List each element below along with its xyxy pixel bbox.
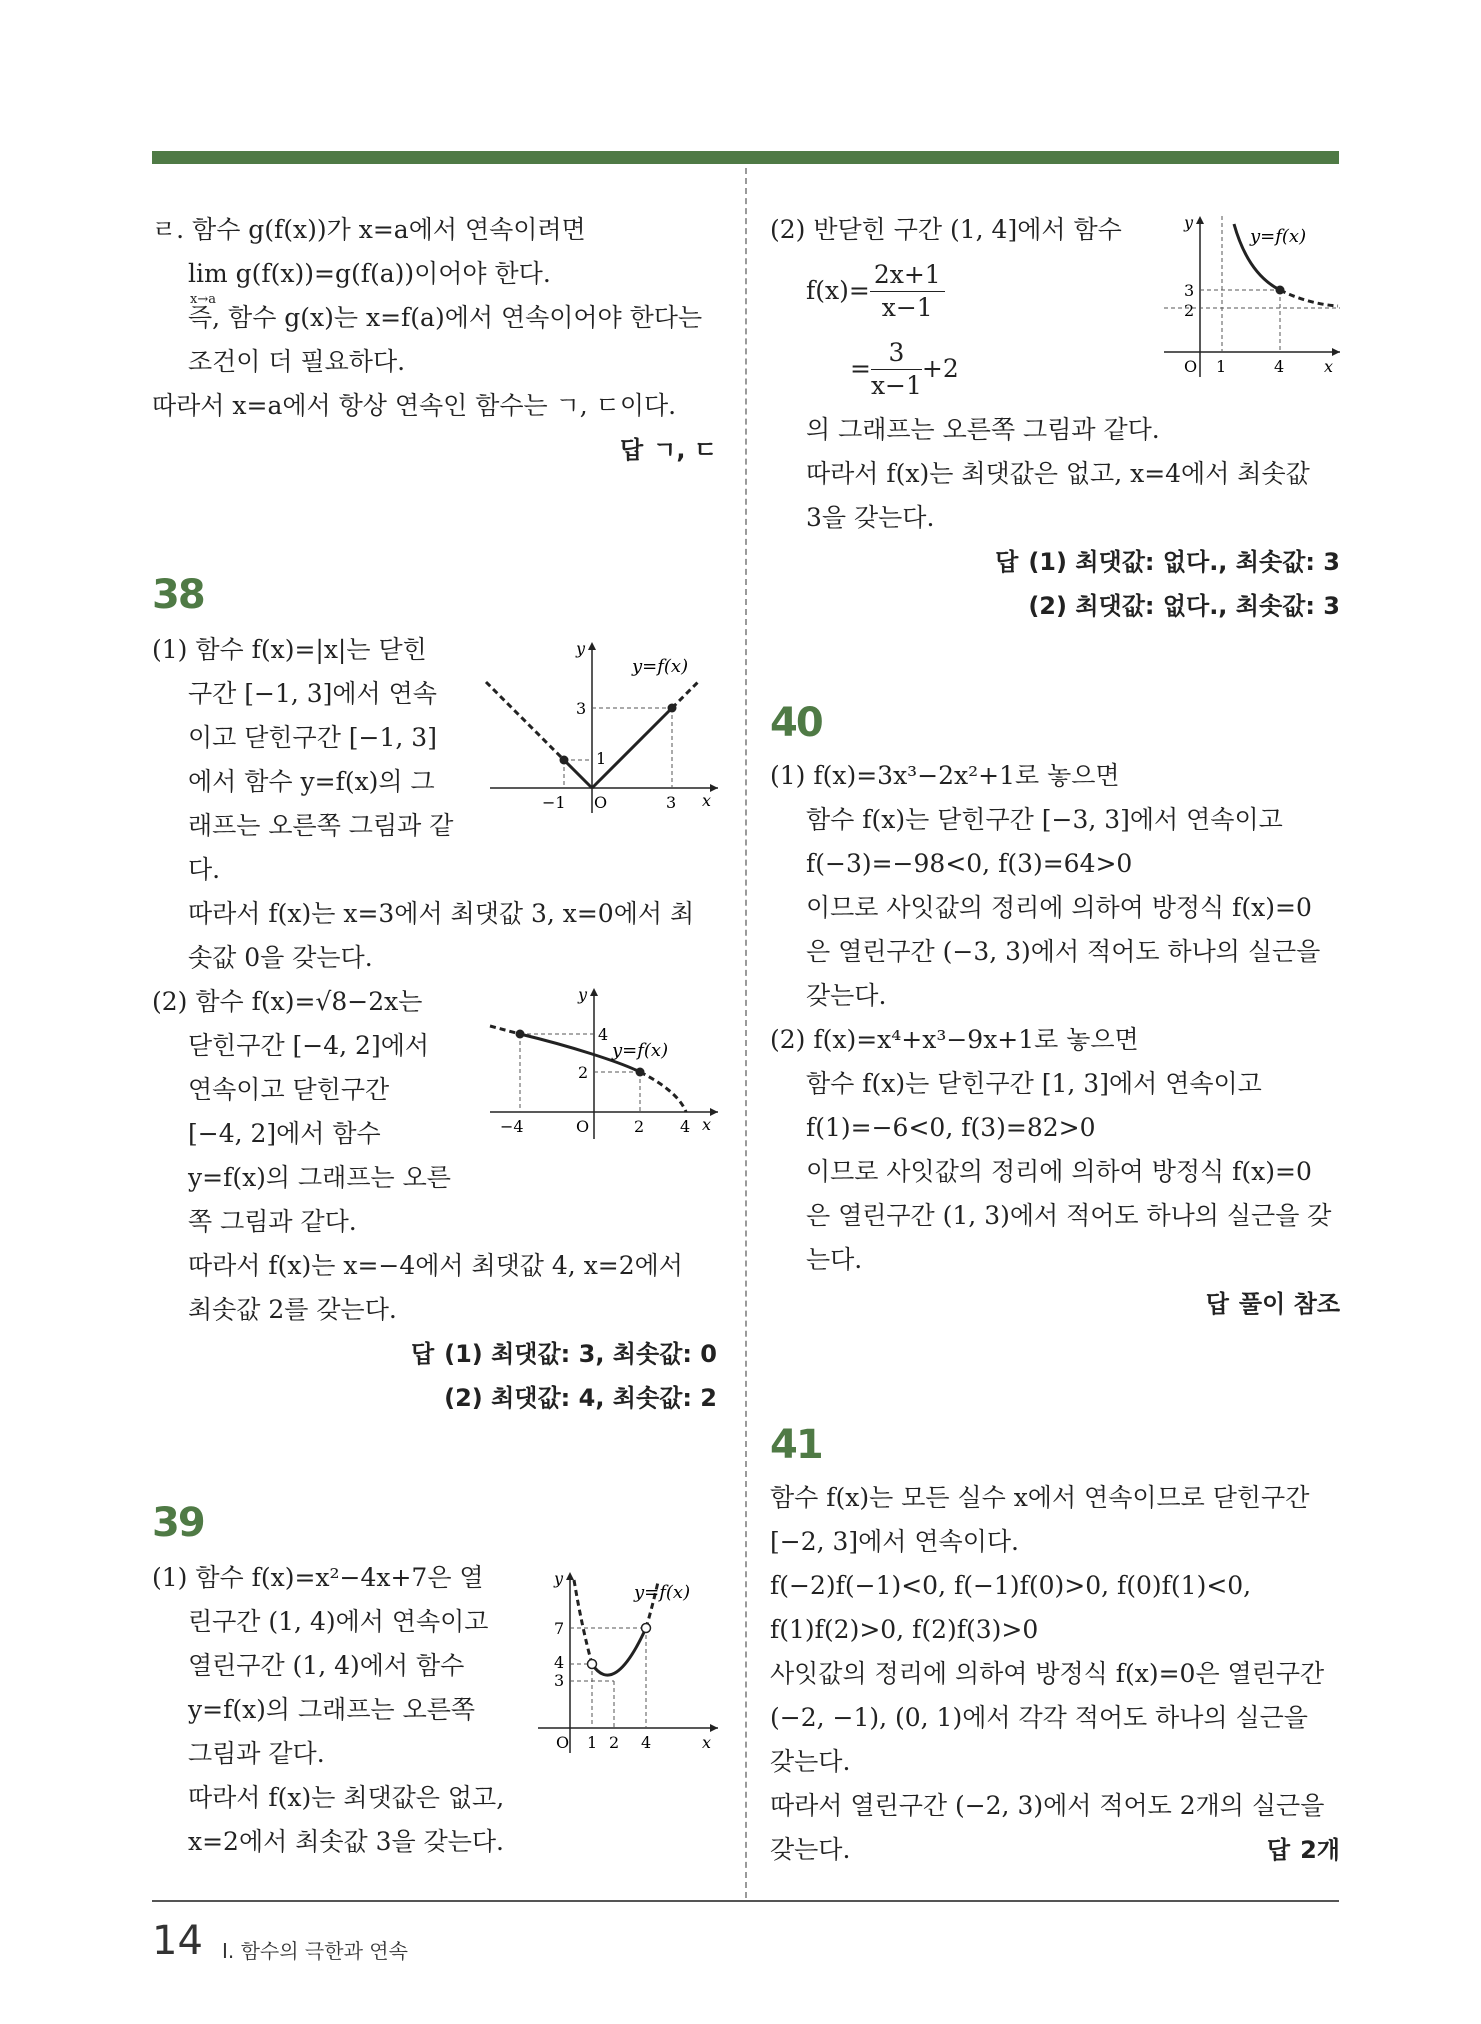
- q39-line: y=f(x)의 그래프는 오른쪽: [188, 1695, 476, 1724]
- cont-line-4: 조건이 더 필요하다.: [188, 347, 406, 376]
- q41-line: 갖는다.: [770, 1835, 851, 1864]
- q38-p1-line: (1) 함수 f(x)=|x|는 닫힌: [152, 635, 427, 664]
- dashed-left-branch: [486, 682, 564, 760]
- cont-line-1: ㄹ. 함수 g(f(x))가 x=a에서 연속이려면: [152, 215, 586, 244]
- graph-abs-x: [480, 638, 720, 818]
- tick-x-4: 4: [1274, 357, 1285, 376]
- y-label: y: [1184, 213, 1194, 232]
- x-label: x: [1324, 357, 1334, 376]
- q38-p1-line: 솟값 0을 갖는다.: [188, 943, 373, 972]
- curve-label: y=f(x): [632, 656, 689, 677]
- curve-label: y=f(x): [634, 1582, 691, 1603]
- x-arrow: [710, 1724, 718, 1732]
- q41-line: (−2, −1), (0, 1)에서 각각 적어도 하나의 실근을: [770, 1703, 1308, 1732]
- tick-y-3: 3: [554, 1671, 565, 1690]
- q38-answer-2: (2) 최댓값: 4, 최솟값: 2: [444, 1384, 717, 1412]
- q40-line: 이므로 사잇값의 정리에 의하여 방정식 f(x)=0: [806, 893, 1312, 922]
- tick-x-1: 1: [587, 1733, 598, 1752]
- lim-subscript: x→a: [190, 292, 216, 307]
- tick-y-4: 4: [554, 1653, 565, 1672]
- q40-line: 이므로 사잇값의 정리에 의하여 방정식 f(x)=0: [806, 1157, 1312, 1186]
- endpoint-dot: [560, 756, 569, 765]
- top-green-bar: [152, 151, 1339, 164]
- fraction-line-2: = $\frac{3}{x-1}$ +2: [850, 337, 959, 400]
- tick-x-neg4: −4: [500, 1117, 524, 1136]
- tick-y-2: 2: [578, 1063, 589, 1082]
- curve-segment: [592, 1628, 646, 1675]
- x-label: x: [702, 1115, 712, 1134]
- q41-last-row: [770, 1828, 1340, 1872]
- dashed-right-branch: [672, 680, 700, 708]
- q38-p2-line: y=f(x)의 그래프는 오른: [188, 1163, 451, 1192]
- q40-line: 은 열린구간 (1, 3)에서 적어도 하나의 실근을 갖: [806, 1201, 1332, 1230]
- tick-x-2: 2: [634, 1117, 645, 1136]
- question-number: 40: [770, 700, 822, 746]
- q41-line: 갖는다.: [770, 1747, 851, 1776]
- fraction-line-1: f(x)= $\frac{2x+1}{x-1}$: [770, 252, 1340, 330]
- q41-line: 함수 f(x)는 모든 실수 x에서 연속이므로 닫힌구간: [770, 1483, 1310, 1512]
- q39-answer-2: (2) 최댓값: 없다., 최솟값: 3: [1028, 592, 1340, 620]
- q38-p2-line: 쪽 그림과 같다.: [188, 1207, 357, 1236]
- q40-line: 함수 f(x)는 닫힌구간 [1, 3]에서 연속이고: [806, 1069, 1262, 1098]
- endpoint-dot: [636, 1068, 645, 1077]
- tick-x-4: 4: [641, 1733, 652, 1752]
- dashed-right: [1280, 290, 1338, 306]
- origin-label: O: [556, 1733, 570, 1752]
- question-41: [770, 1420, 1340, 1872]
- x-label: x: [702, 791, 712, 810]
- graph-parabola: [534, 1568, 720, 1758]
- q41-answer: 답 2개: [1266, 1836, 1340, 1864]
- q39-line: (1) 함수 f(x)=x²−4x+7은 열: [152, 1563, 484, 1592]
- tick-y-7: 7: [554, 1619, 565, 1638]
- q38-p2-line: 닫힌구간 [−4, 2]에서: [188, 1031, 430, 1060]
- origin-label: O: [1184, 357, 1198, 376]
- q40-answer: 답 풀이 참조: [1205, 1290, 1340, 1318]
- q38-p2-line: [−4, 2]에서 함수: [188, 1119, 381, 1148]
- q38-answer-1: 답 (1) 최댓값: 3, 최솟값: 0: [410, 1340, 717, 1368]
- y-label: y: [576, 639, 586, 658]
- q39-answer-1: 답 (1) 최댓값: 없다., 최솟값: 3: [995, 548, 1340, 576]
- q41-line: [−2, 3]에서 연속이다.: [770, 1527, 1019, 1556]
- tick-x-2: 2: [609, 1733, 620, 1752]
- curve-label: y=f(x): [1250, 226, 1307, 247]
- tick-y-4: 4: [598, 1025, 609, 1044]
- curve-label: y=f(x): [612, 1040, 669, 1061]
- q38-p1-line: 따라서 f(x)는 x=3에서 최댓값 3, x=0에서 최: [188, 899, 695, 928]
- x-arrow: [710, 784, 718, 792]
- q39-2-line: 3을 갖는다.: [806, 503, 935, 532]
- graph-rational: [1160, 212, 1342, 382]
- cont-line-2: lim g(f(x))=g(f(a))이어야 한다. x→a: [152, 252, 717, 296]
- curve-segment: [564, 760, 592, 788]
- q40-line: 갖는다.: [806, 981, 887, 1010]
- question-number: 41: [770, 1422, 822, 1468]
- page-number: 14: [152, 1918, 203, 1964]
- y-arrow: [588, 642, 596, 650]
- fraction: $\frac{3}{x-1}$: [870, 337, 922, 400]
- q38-p1-line: 에서 함수 y=f(x)의 그: [188, 767, 435, 796]
- q41-line: 따라서 열린구간 (−2, 3)에서 적어도 2개의 실근을: [770, 1791, 1325, 1820]
- q40-line: 는다.: [806, 1245, 863, 1274]
- question-number: 38: [152, 572, 204, 618]
- q38-p2-line: 최솟값 2를 갖는다.: [188, 1295, 397, 1324]
- q38-p2-line: 따라서 f(x)는 x=−4에서 최댓값 4, x=2에서: [188, 1251, 683, 1280]
- dashed-right: [640, 1072, 686, 1112]
- tick-y-3: 3: [1184, 281, 1195, 300]
- q40-line: f(1)=−6<0, f(3)=82>0: [806, 1113, 1096, 1142]
- curve-segment: [592, 708, 672, 788]
- q40-line: 함수 f(x)는 닫힌구간 [−3, 3]에서 연속이고: [806, 805, 1283, 834]
- dashed-left: [574, 1580, 592, 1664]
- q39-line: 따라서 f(x)는 최댓값은 없고,: [188, 1783, 505, 1812]
- q39-line: 그림과 같다.: [188, 1739, 325, 1768]
- question-number: 39: [152, 1500, 204, 1546]
- x-arrow: [1332, 348, 1340, 356]
- chapter-title: Ⅰ. 함수의 극한과 연속: [222, 1939, 408, 1963]
- dashed-left: [490, 1026, 520, 1034]
- endpoint-dot: [668, 704, 677, 713]
- q39-2-line: 의 그래프는 오른쪽 그림과 같다.: [806, 415, 1160, 444]
- q39-2-line-1: (2) 반닫힌 구간 (1, 4]에서 함수: [770, 215, 1122, 244]
- y-label: y: [578, 985, 588, 1004]
- cont-line-3: 즉, 함수 g(x)는 x=f(a)에서 연속이어야 한다는: [188, 303, 703, 332]
- x-label: x: [702, 1733, 712, 1752]
- tick-y-2: 2: [1184, 301, 1195, 320]
- tick-x-1: 1: [1216, 357, 1227, 376]
- q39-line: 열린구간 (1, 4)에서 함수: [188, 1651, 465, 1680]
- q38-p1-line: 다.: [188, 855, 221, 884]
- q39-2-line: 따라서 f(x)는 최댓값은 없고, x=4에서 최솟값: [806, 459, 1310, 488]
- q40-line: (2) f(x)=x⁴+x³−9x+1로 놓으면: [770, 1025, 1139, 1054]
- endpoint-dot: [516, 1030, 525, 1039]
- origin-label: O: [594, 793, 608, 812]
- q38-p1-line: 래프는 오른쪽 그림과 같: [188, 811, 454, 840]
- column-divider: [745, 168, 747, 1898]
- q41-line: f(−2)f(−1)<0, f(−1)f(0)>0, f(0)f(1)<0,: [770, 1571, 1252, 1600]
- q38-p2-line: (2) 함수 f(x)=√8−2x는: [152, 987, 423, 1016]
- graph-sqrt: [480, 984, 720, 1144]
- cont-line-5: 따라서 x=a에서 항상 연속인 함수는 ㄱ, ㄷ이다.: [152, 391, 677, 420]
- q38-p1-line: 이고 닫힌구간 [−1, 3]: [188, 723, 437, 752]
- q41-line: f(1)f(2)>0, f(2)f(3)>0: [770, 1615, 1039, 1644]
- q39-line: 린구간 (1, 4)에서 연속이고: [188, 1607, 489, 1636]
- question-40: [770, 698, 1340, 1326]
- q40-line: (1) f(x)=3x³−2x²+1로 놓으면: [770, 761, 1120, 790]
- cont-answer: 답 ㄱ, ㄷ: [619, 436, 717, 464]
- fraction: $\frac{2x+1}{x-1}$: [870, 259, 945, 324]
- y-arrow: [1196, 216, 1204, 224]
- open-endpoint: [642, 1624, 651, 1633]
- y-label: y: [554, 1569, 564, 1588]
- tick-x-4: 4: [680, 1117, 691, 1136]
- q41-line: 사잇값의 정리에 의하여 방정식 f(x)=0은 열린구간: [770, 1659, 1325, 1688]
- origin-label: O: [576, 1117, 590, 1136]
- tick-x-neg1: −1: [542, 793, 566, 812]
- q38-p1-line: 구간 [−1, 3]에서 연속: [188, 679, 437, 708]
- y-arrow: [590, 988, 598, 996]
- endpoint-dot: [1276, 286, 1285, 295]
- tick-y-3: 3: [576, 699, 587, 718]
- tick-y-1: 1: [596, 749, 607, 768]
- q38-p2-line: 연속이고 닫힌구간: [188, 1075, 390, 1104]
- footer-rule: [152, 1900, 1339, 1902]
- q40-line: 은 열린구간 (−3, 3)에서 적어도 하나의 실근을: [806, 937, 1321, 966]
- y-arrow: [566, 1572, 574, 1580]
- open-endpoint: [588, 1660, 597, 1669]
- x-arrow: [710, 1108, 718, 1116]
- tick-x-3: 3: [666, 793, 677, 812]
- q39-line: x=2에서 최솟값 3을 갖는다.: [188, 1827, 504, 1856]
- left-continuation: [152, 208, 717, 472]
- q40-line: f(−3)=−98<0, f(3)=64>0: [806, 849, 1133, 878]
